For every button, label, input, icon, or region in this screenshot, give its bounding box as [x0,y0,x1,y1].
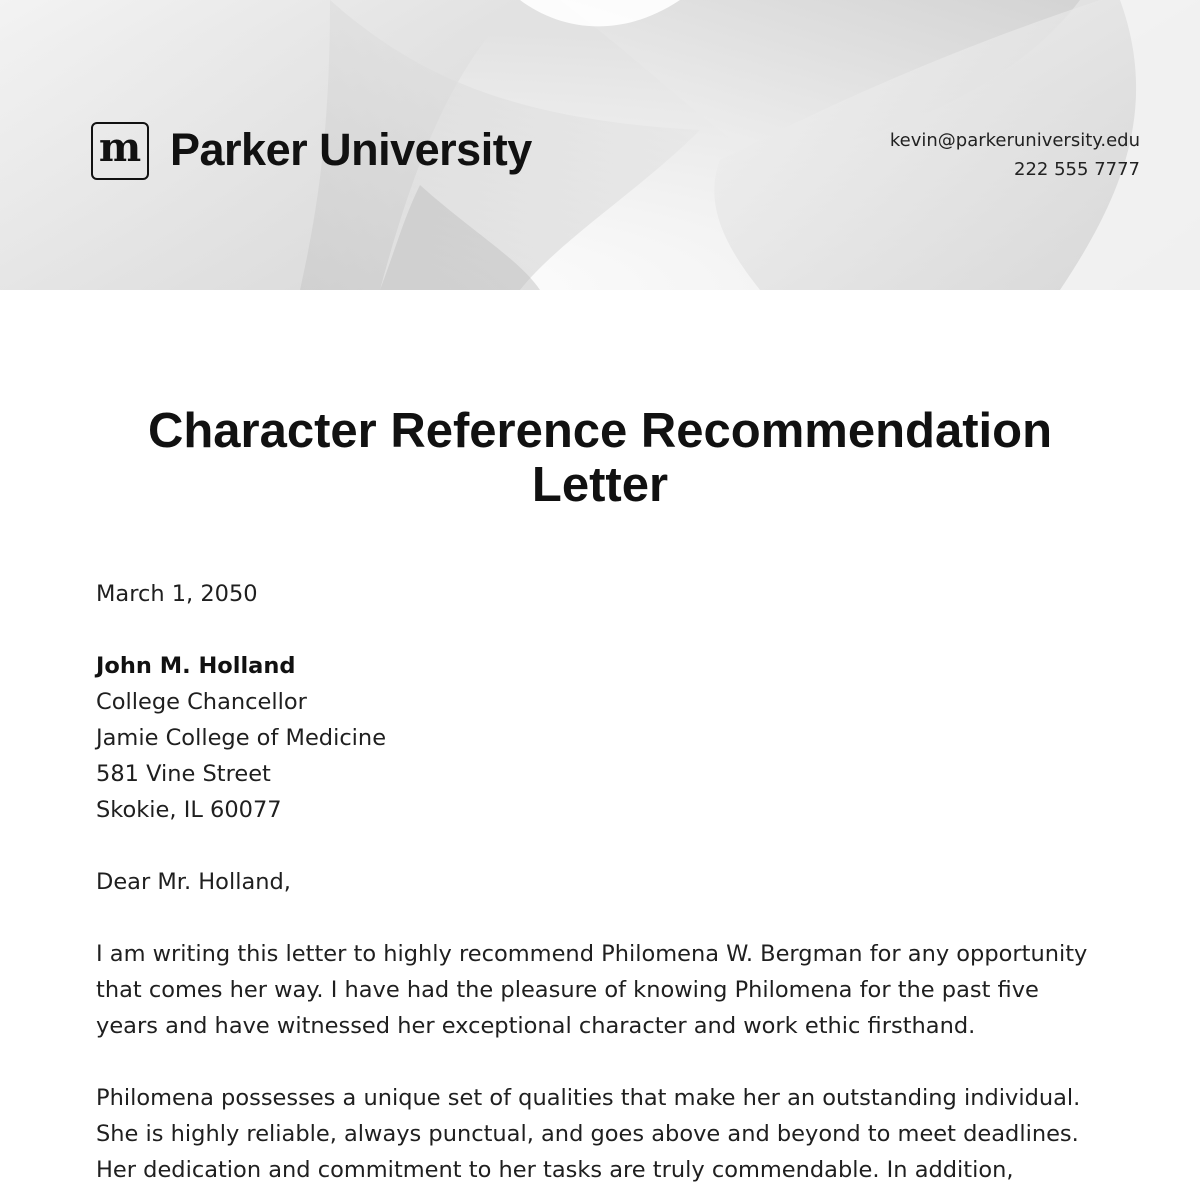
contact-email: kevin@parkeruniversity.edu [889,130,1140,151]
recipient-city: Skokie, IL 60077 [96,797,282,823]
paragraph-line: I am writing this letter to highly recommend Philomena W. Bergman for any opportunity [96,941,1088,967]
contact-info [890,126,1140,184]
letterhead [0,0,1200,290]
paragraph-line: She is highly reliable, always punctual, and goes above and beyond to meet deadlines. [96,1121,1079,1147]
paragraph-line: Her dedication and commitment to her tasks are truly commendable. In addition, [96,1157,1014,1183]
paragraph-line: years and have witnessed her exceptional character and work ethic firsthand. [96,1013,976,1039]
recipient-institution: Jamie College of Medicine [96,725,387,751]
letter-date: March 1, 2050 [96,581,258,607]
contact-phone: 222 555 7777 [1014,159,1140,180]
document-title: Character Reference Recommendation Letter [147,404,1053,512]
paragraph-line: that comes her way. I have had the pleasure of knowing Philomena for the past five [96,977,1039,1003]
university-logo [91,122,149,180]
letter-body [96,576,1106,1200]
salutation: Dear Mr. Holland, [96,869,291,895]
organization-name: Parker University [170,124,532,175]
recipient-position: College Chancellor [96,689,307,715]
recipient-street: 581 Vine Street [96,761,271,787]
body-paragraph [96,936,1106,1044]
logo-letter: m [98,124,142,171]
paragraph-line: Philomena possesses a unique set of qualities that make her an outstanding individual. [96,1085,1081,1111]
body-paragraph [96,1080,1106,1188]
recipient-name: John M. Holland [96,653,296,679]
recipient-block [96,648,1106,828]
